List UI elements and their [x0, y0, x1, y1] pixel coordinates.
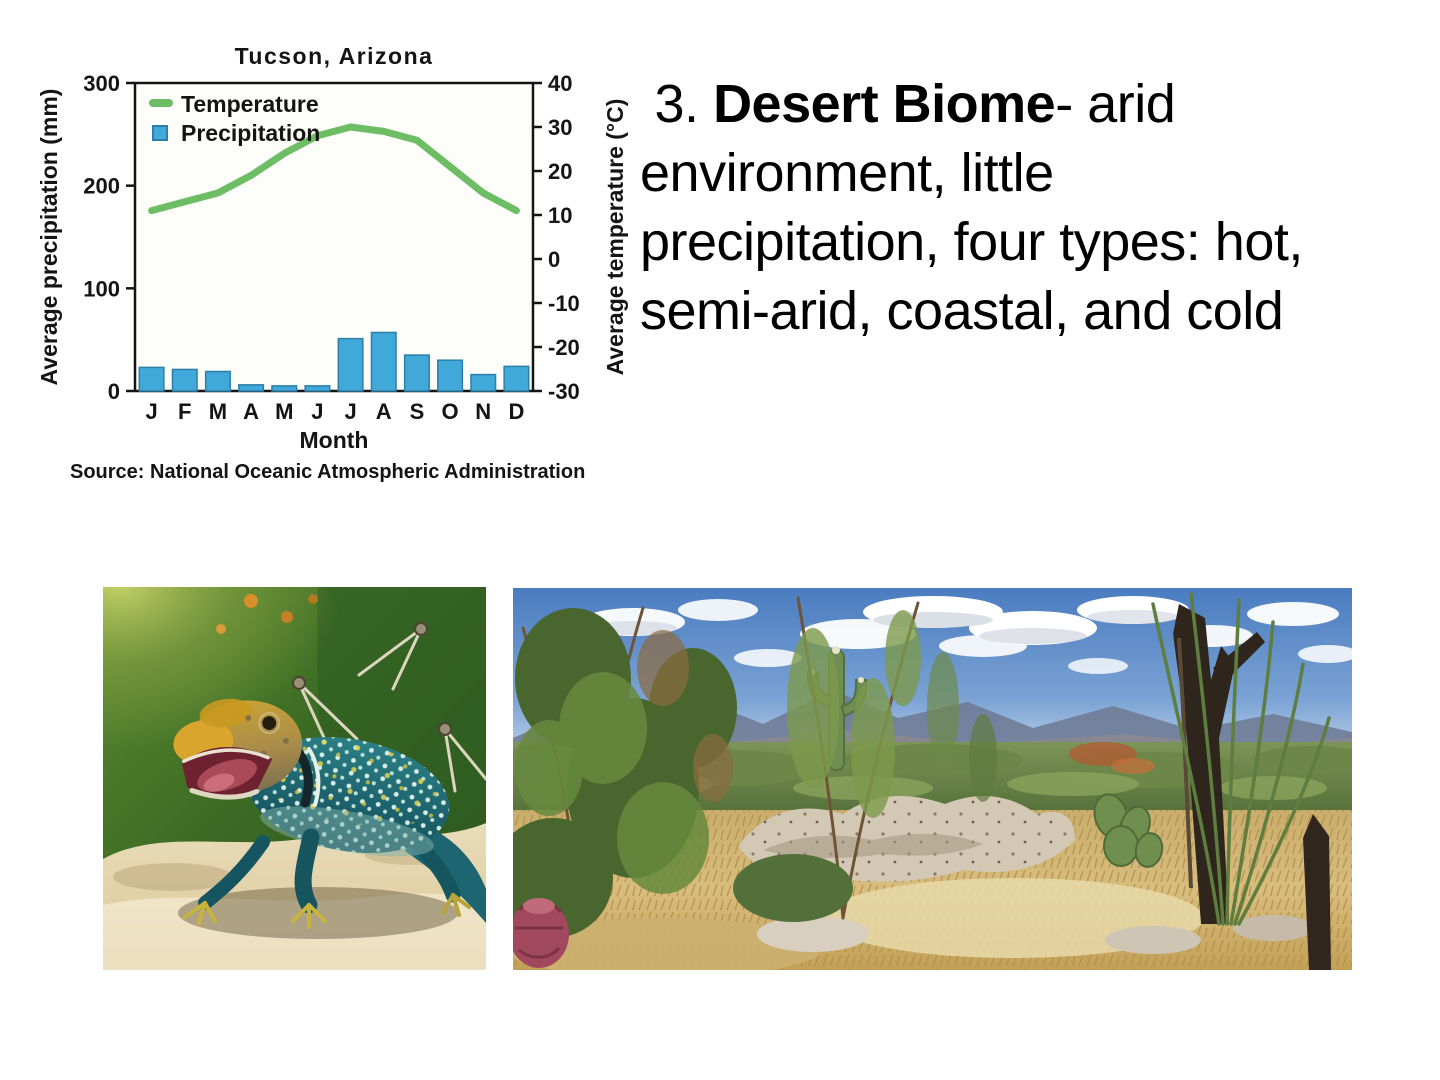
svg-text:200: 200 [83, 173, 120, 199]
svg-text:300: 300 [83, 71, 120, 96]
svg-text:J: J [311, 399, 324, 424]
svg-text:D: D [508, 399, 525, 424]
svg-text:Average temperature (°C): Average temperature (°C) [602, 98, 628, 376]
headline-rest: - arid environment, little precipitation, four types: hot, semi-arid, coastal, and cold [640, 74, 1303, 341]
svg-text:0: 0 [107, 379, 120, 404]
svg-text:40: 40 [548, 71, 573, 96]
svg-text:100: 100 [83, 276, 120, 302]
svg-text:A: A [243, 399, 260, 424]
svg-text:F: F [178, 399, 192, 424]
svg-text:J: J [344, 399, 357, 424]
svg-text:20: 20 [548, 159, 573, 184]
svg-text:-10: -10 [548, 291, 580, 316]
svg-text:Source: National Oceanic Atmos: Source: National Oceanic Atmospheric Administration [70, 461, 586, 483]
headline-number: 3. [640, 74, 714, 134]
headline-text [640, 70, 1364, 346]
svg-text:O: O [441, 399, 459, 424]
svg-text:A: A [375, 399, 392, 424]
svg-text:M: M [275, 399, 294, 424]
svg-text:Temperature: Temperature [181, 91, 319, 117]
svg-text:Precipitation: Precipitation [181, 120, 321, 146]
lizard-photo [103, 587, 486, 970]
svg-text:N: N [475, 399, 492, 424]
svg-text:-20: -20 [548, 335, 580, 360]
svg-text:Tucson, Arizona: Tucson, Arizona [234, 43, 434, 69]
climate-chart-svg [35, 38, 647, 490]
svg-text:Month: Month [299, 427, 369, 453]
desert-landscape-photo [513, 588, 1352, 970]
svg-text:-30: -30 [548, 379, 580, 404]
climate-chart [35, 38, 647, 490]
svg-text:S: S [409, 399, 425, 424]
svg-text:30: 30 [548, 115, 573, 140]
svg-text:Average precipitation (mm): Average precipitation (mm) [36, 88, 62, 386]
svg-text:10: 10 [548, 203, 573, 228]
svg-text:M: M [208, 399, 228, 424]
headline-term: Desert Biome [713, 74, 1056, 134]
svg-text:J: J [145, 399, 158, 424]
svg-text:0: 0 [548, 247, 561, 272]
